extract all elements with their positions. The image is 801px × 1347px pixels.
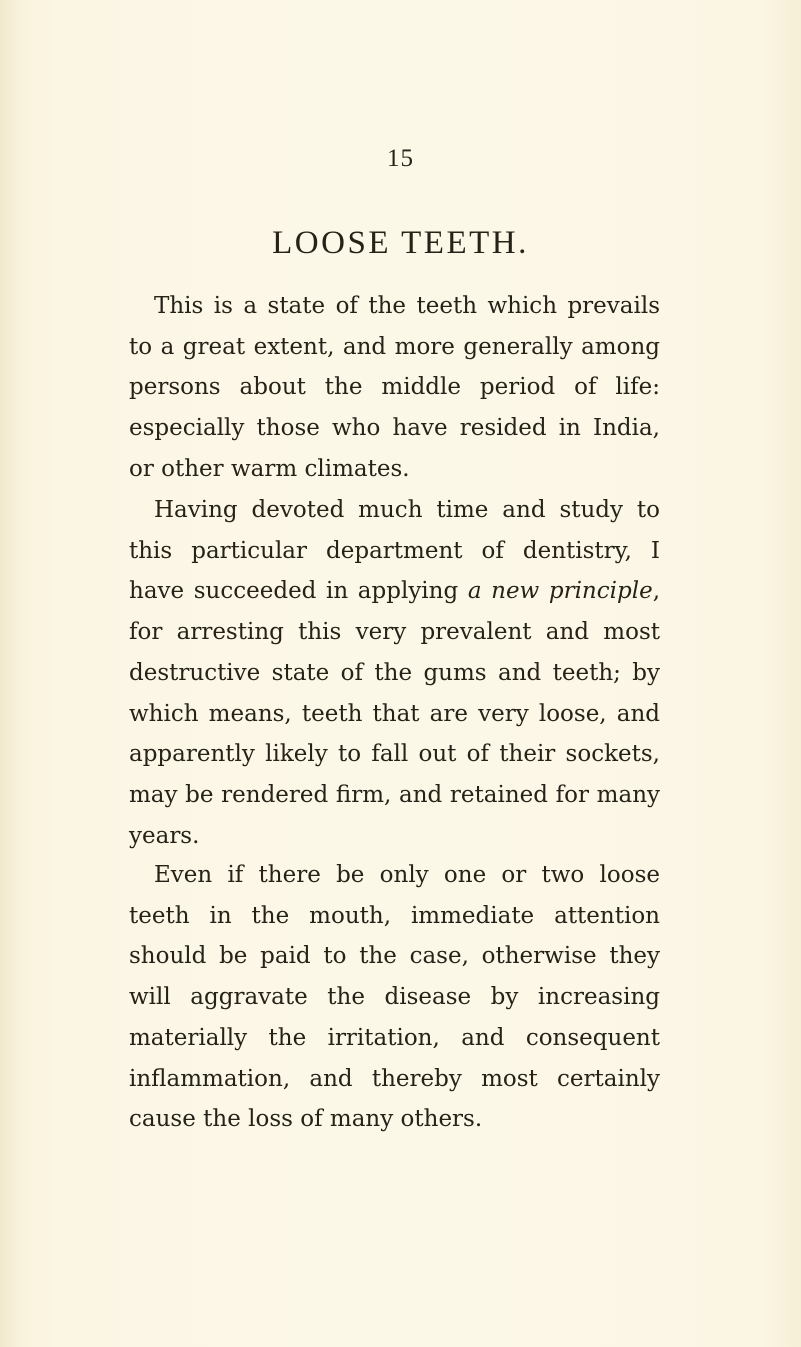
paragraph-2-text-after: , for arresting this very prevalent and most destructive state of the gums and teeth; by which means, teeth that are very loose, and apparently likely to fall out of their sockets, may be rendered firm, and retained for many years. (129, 578, 660, 849)
paragraph-3 (129, 855, 660, 1140)
page-number: 15 (387, 145, 414, 172)
paragraph-3-text: Even if there be only one or two loose teeth in the mouth, immediate attention should be paid to the case, otherwise they will aggravate the disease by increasing materially the irritation, and consequent inflammation, and thereby most certainly cause the loss of many others. (129, 862, 660, 1133)
paragraph-2-text-before: Having devoted much time and study to this particular department of dentistry, I have succeeded in applying (129, 497, 660, 605)
paragraph-2 (129, 490, 660, 856)
paragraph-1-text: This is a state of the teeth which prevails to a great extent, and more generally among persons about the middle period of life: especially those who have resided in India, or other warm climates. (129, 293, 660, 482)
paragraph-2-emphasis: a new principle (467, 578, 653, 605)
paragraph-1 (129, 286, 660, 490)
page-title: LOOSE TEETH. (272, 225, 529, 261)
